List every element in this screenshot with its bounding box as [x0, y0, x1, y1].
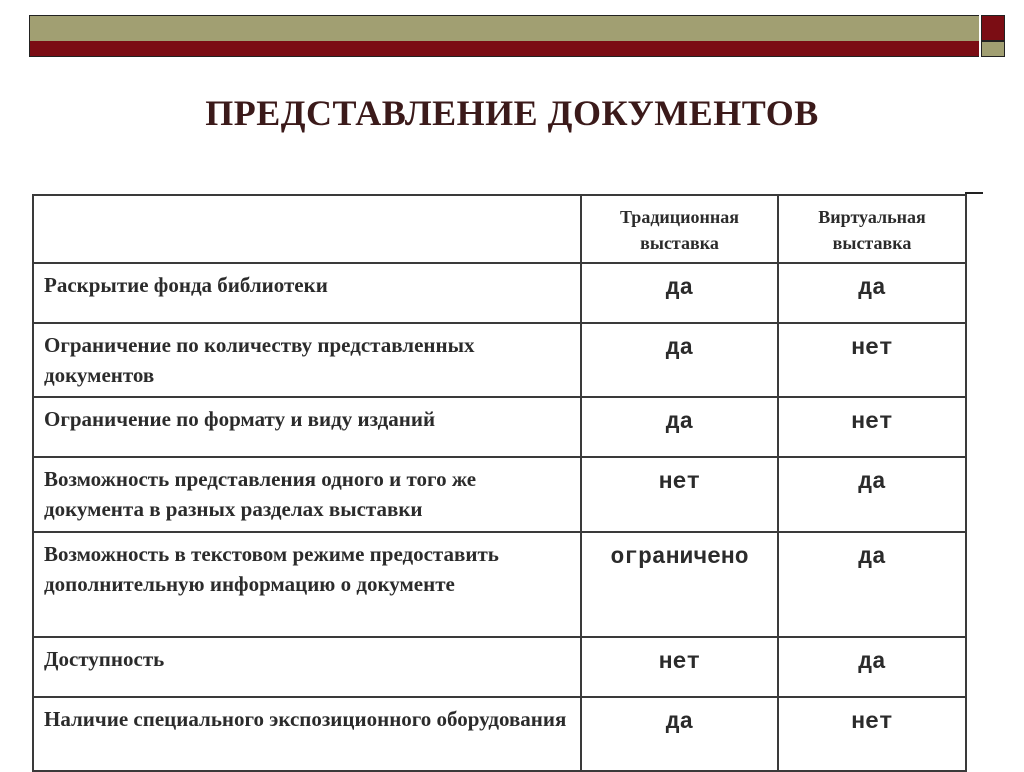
table-row	[33, 397, 966, 457]
header-square-olive	[981, 41, 1005, 57]
row-virtual-value: нет	[778, 397, 966, 457]
table-row	[33, 532, 966, 637]
row-virtual-value: нет	[778, 323, 966, 397]
header-virtual: Виртуальная выставка	[778, 195, 966, 263]
row-traditional-value: да	[581, 323, 778, 397]
header-bar-olive	[29, 15, 979, 41]
row-virtual-value: нет	[778, 697, 966, 771]
row-virtual-value: да	[778, 457, 966, 532]
table-row	[33, 263, 966, 323]
row-traditional-value: нет	[581, 637, 778, 697]
row-criterion: Наличие специального экспозиционного оборудования	[33, 697, 581, 771]
table-row	[33, 637, 966, 697]
row-criterion: Раскрытие фонда библиотеки	[33, 263, 581, 323]
table-row	[33, 323, 966, 397]
row-virtual-value: да	[778, 263, 966, 323]
table-row	[33, 457, 966, 532]
row-traditional-value: да	[581, 697, 778, 771]
table-row	[33, 697, 966, 771]
header-bar-maroon	[29, 41, 979, 57]
row-traditional-value: да	[581, 263, 778, 323]
row-traditional-value: да	[581, 397, 778, 457]
row-virtual-value: да	[778, 637, 966, 697]
row-criterion: Ограничение по формату и виду изданий	[33, 397, 581, 457]
comparison-table	[32, 194, 967, 772]
slide-title: ПРЕДСТАВЛЕНИЕ ДОКУМЕНТОВ	[205, 93, 819, 133]
row-criterion: Доступность	[33, 637, 581, 697]
row-traditional-value: ограничено	[581, 532, 778, 637]
row-virtual-value: да	[778, 532, 966, 637]
header-square-maroon	[981, 15, 1005, 41]
row-criterion: Возможность представления одного и того же документа в разных разделах выставки	[33, 457, 581, 532]
row-criterion: Ограничение по количеству представленных документов	[33, 323, 581, 397]
row-traditional-value: нет	[581, 457, 778, 532]
header-criterion	[33, 195, 581, 263]
header-traditional: Традиционная выставка	[581, 195, 778, 263]
table-header-row	[33, 195, 966, 263]
table-top-line-extension	[965, 192, 983, 194]
row-criterion: Возможность в текстовом режиме предоставить дополнительную информацию о документе	[33, 532, 581, 637]
